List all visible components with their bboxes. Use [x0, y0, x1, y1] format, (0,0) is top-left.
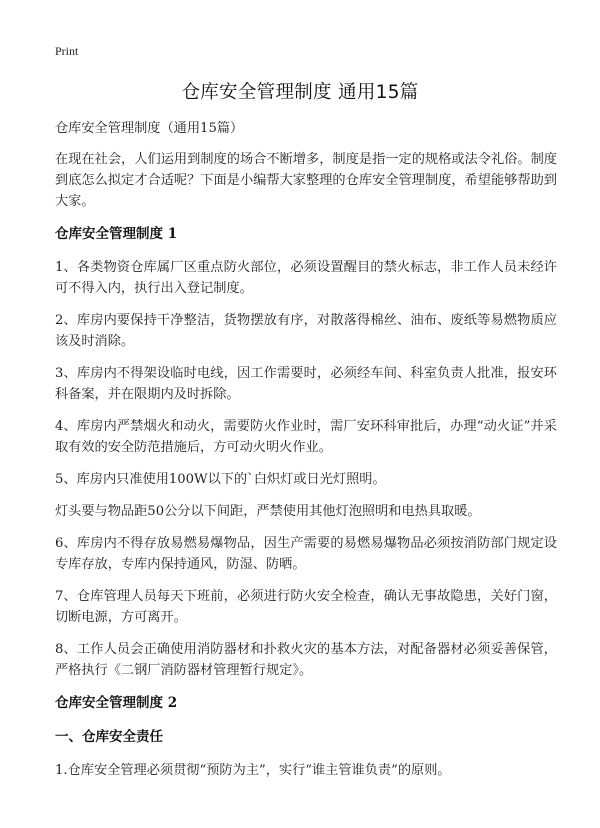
section1-item: 4、库房内严禁烟火和动火，需要防火作业时，需厂安环科审批后，办理“动火证”并采取有效的安全防范措施后，方可动火明火作业。: [55, 419, 557, 455]
section2-subheading: 一、仓库安全责任: [55, 729, 163, 745]
section1-item: 5、库房内只准使用100W以下的`白炽灯或日光灯照明。: [55, 472, 386, 487]
print-label: Print: [55, 44, 79, 58]
section1-item: 2、库房内要保持干净整洁，货物摆放有序，对散落得棉丝、油布、废纸等易燃物质应该及时消除。: [55, 313, 557, 349]
section-heading-1: 仓库安全管理制度 1: [55, 226, 178, 242]
section2-item: 1.仓库安全管理必须贯彻“预防为主”，实行“谁主管谁负责”的原则。: [55, 763, 451, 778]
section1-item: 6、库房内不得存放易燃易爆物品，因生产需要的易燃易爆物品必须按消防部门规定设专库存放，专库内保持通风，防湿、防晒。: [55, 536, 557, 572]
section1-item: 8、工作人员会正确使用消防器材和扑救火灾的基本方法，对配备器材必须妥善保管，严格执行《二钢厂消防器材管理暂行规定》。: [55, 642, 557, 678]
section1-item: 1、各类物资仓库属厂区重点防火部位，必须设置醒目的禁火标志，非工作人员未经许可不得入内，执行出入登记制度。: [55, 260, 557, 296]
section-heading-2: 仓库安全管理制度 2: [55, 695, 178, 711]
intro-paragraph: 在现在社会，人们运用到制度的场合不断增多，制度是指一定的规格或法令礼俗。制度到底怎么拟定才合适呢？下面是小编帮大家整理的仓库安全管理制度，希望能够帮助到大家。: [55, 152, 557, 209]
section1-item: 3、库房内不得架设临时电线，因工作需要时，必须经车间、科室负责人批准，报安环科备案，并在限期内及时拆除。: [55, 366, 557, 402]
document-title: 仓库安全管理制度 通用15篇: [181, 82, 419, 103]
document-body: [55, 118, 557, 792]
document-subtitle: 仓库安全管理制度（通用15篇）: [55, 121, 244, 136]
section1-item: 7、仓库管理人员每天下班前，必须进行防火安全检查，确认无事故隐患，关好门窗，切断电源，方可离开。: [55, 589, 557, 625]
section1-item: 灯头要与物品距50公分以下间距，严禁使用其他灯泡照明和电热具取暖。: [55, 504, 481, 519]
